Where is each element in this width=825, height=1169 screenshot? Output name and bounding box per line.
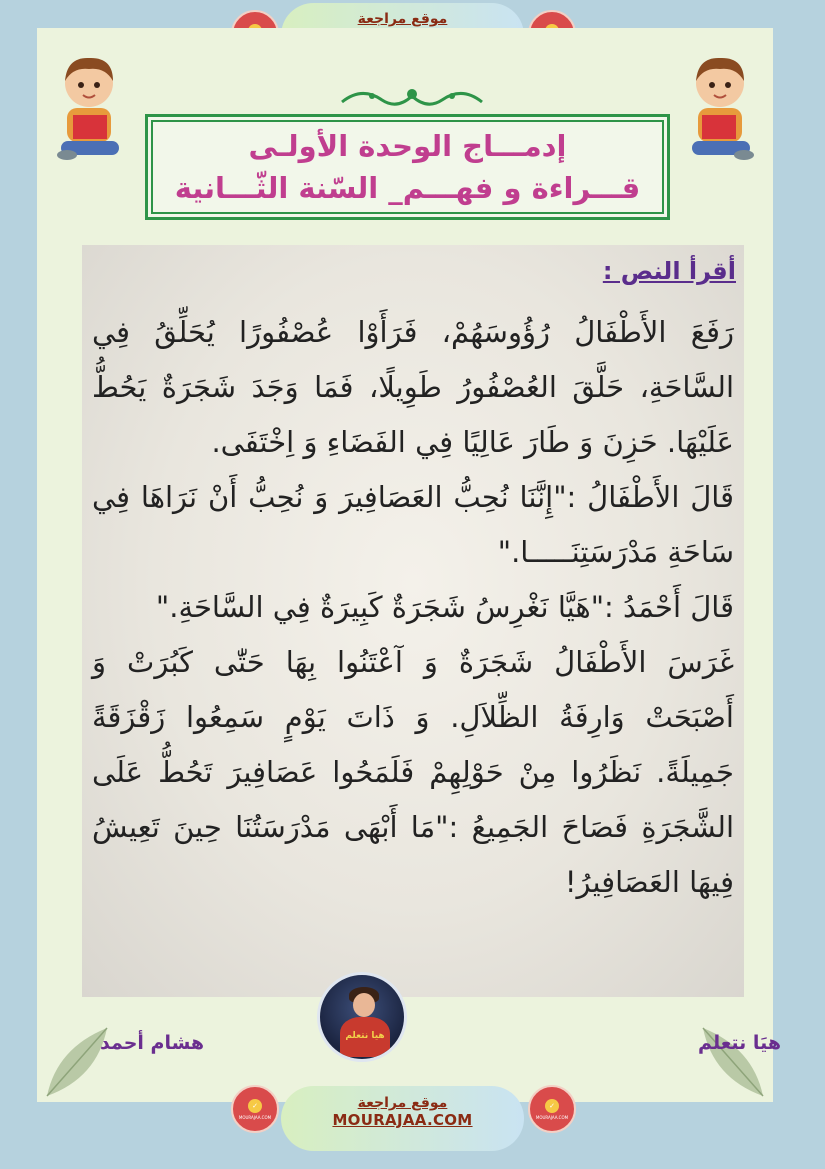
series-name: هيَا نتعلم (698, 1032, 781, 1054)
site-logo-icon: ✓ MOURAJAA.COM (231, 1085, 279, 1133)
reading-instruction: أقرأ النص : (602, 257, 736, 285)
worksheet-card (37, 28, 773, 1102)
site-name-arabic[interactable]: موقع مراجعة (357, 1095, 448, 1111)
title-frame (145, 114, 670, 220)
ornament-decoration (337, 84, 487, 114)
paragraph: رَفَعَ الأَطْفَالُ رُؤُوسَهُمْ، فَرَأَوْا عُصْفُورًا يُحَلِّقُ فِي السَّاحَةِ، حَلَّقَ العُصْفُورُ طَوِيلًا، فَمَا وَجَدَ شَجَرَةٌ يَحُطُّ عَلَيْهَا. حَزِنَ وَ طَارَ عَالِيًا فِي الفَضَاءِ وَ اِخْتَفَى. (92, 315, 734, 459)
boy-reading-illustration (678, 53, 763, 163)
paragraph-list (92, 305, 734, 910)
site-logo-icon: ✓ MOURAJAA.COM (528, 1085, 576, 1133)
site-name-arabic[interactable]: موقع مراجعة (357, 11, 448, 27)
boy-reading-illustration (47, 53, 132, 163)
site-name-latin[interactable]: MOURAJAA.COM (332, 1111, 473, 1129)
paragraph: غَرَسَ الأَطْفَالُ شَجَرَةٌ وَ آعْتَنُوا بِهَا حَتّٰى كَبُرَتْ وَ أَصْبَحَتْ وَارِفَةُ الظِّلاَلِ. وَ ذَاتَ يَوْمٍ سَمِعُوا زَقْزَقَةً جَمِيلَةً. نَظَرُوا مِنْ حَوْلِهِمْ فَلَمَحُوا عَصَافِيرَ تَحُطُّ عَلَى الشَّجَرَةِ فَصَاحَ الجَمِيعُ :"مَا أَبْهَى مَدْرَسَتُنَا حِينَ تَعِيشُ فِيهَا العَصَافِيرُ! (92, 645, 734, 899)
paragraph: قَالَ الأَطْفَالُ :"إِنَّنَا نُحِبُّ العَصَافِيرَ وَ نُحِبُّ أَنْ نَرَاهَا فِي سَاحَةِ مَدْرَسَتِنَـــــا." (92, 480, 734, 569)
author-avatar: هيا نتعلم (317, 972, 407, 1062)
title-subtitle: قـــراءة و فهـــم_ السّنة الثّـــانية (174, 171, 641, 205)
reading-passage (82, 245, 744, 997)
site-badge-bottom[interactable] (281, 1086, 524, 1151)
paragraph: قَالَ أَحْمَدُ :"هَيَّا نَغْرِسُ شَجَرَةٌ كَبِيرَةٌ فِي السَّاحَةِ." (155, 590, 734, 624)
title-main: إدمـــاج الوحدة الأولـى (248, 129, 567, 163)
author-name: هشام أحمد (100, 1032, 205, 1054)
